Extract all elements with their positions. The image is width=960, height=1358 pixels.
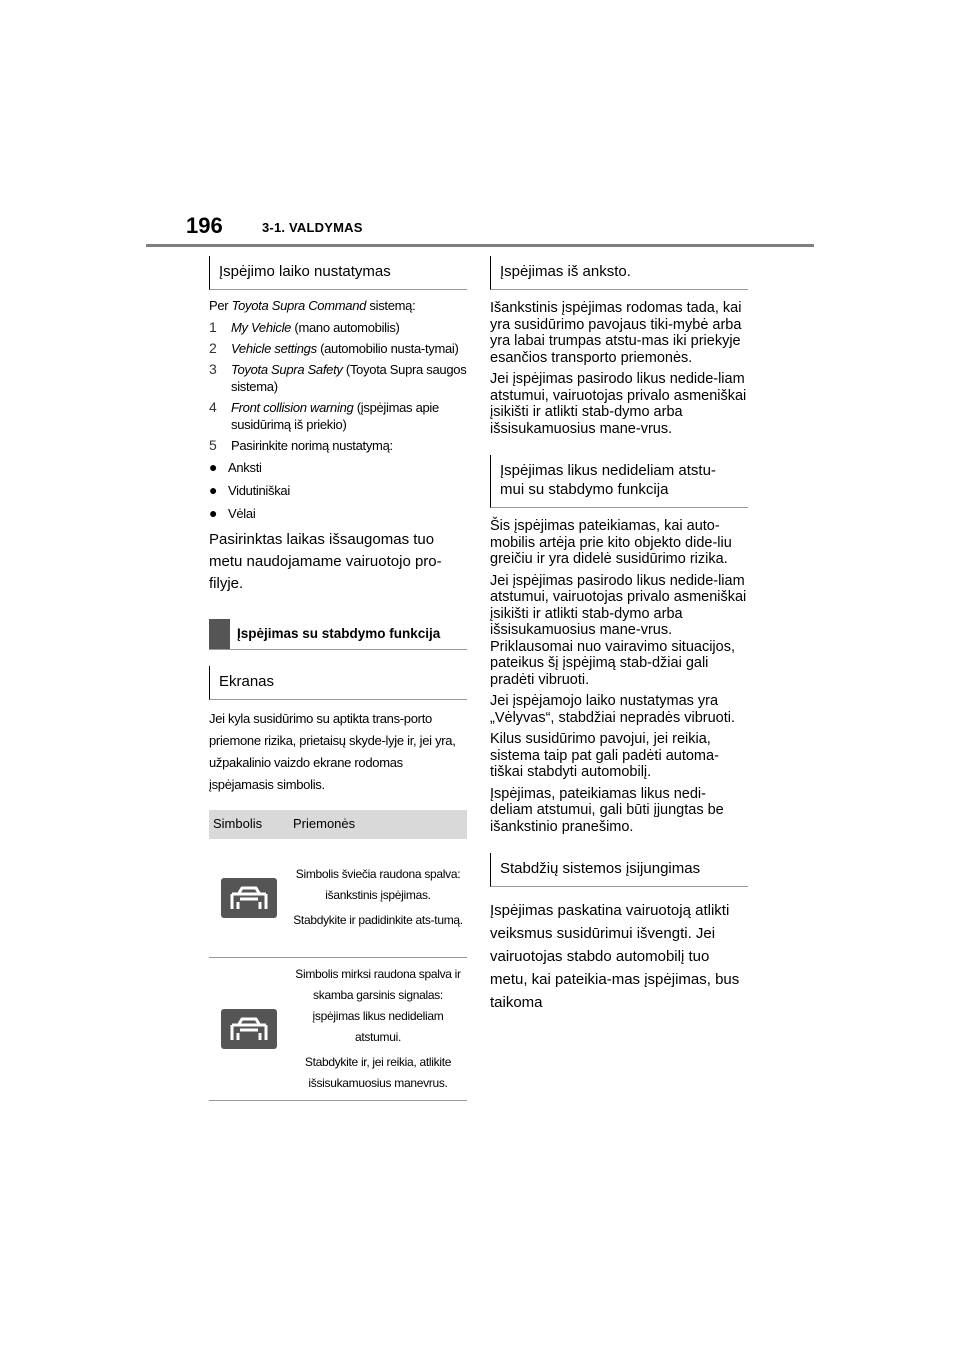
- late-setting-text: Jei įspėjamojo laiko nustatymas yra „Vėlyvas“, stabdžiai nepradės vibruoti.: [490, 693, 736, 726]
- step-2: 2 Vehicle settings (automobilio nusta-tymai): [209, 340, 459, 356]
- row-description: Simbolis šviečia raudona spalva: išankstinis įspėjimas.: [295, 867, 461, 903]
- left-column: [209, 256, 467, 1101]
- right-column: [490, 256, 748, 1014]
- step-3: 3 Toyota Supra Safety (Toyota Supra saugos sistema): [209, 361, 467, 394]
- header-divider: [146, 244, 814, 247]
- short-distance-text-2: Jei įspėjimas pasirodo likus nedide-liam atstumui, vairuotojas privalo asmeniškai įsikišti ir atlikti stab-dymo arba išsisukamuosius mane-vrus. Priklausomai nuo vairavimo situacijos, pateikus šį įspėjimą stab-džiai gali pradėti vibruoti.: [490, 572, 747, 688]
- early-warning-text: Išankstinis įspėjimas rodomas tada, kai yra susidūrimo pavojaus tiki-mybė arba yra labai trumpas atstu-mas iki priekyje esančios transporto priemonės.: [490, 300, 742, 366]
- table-header: [209, 810, 467, 839]
- chapter-title: 3-1. VALDYMAS: [262, 220, 363, 235]
- row-action: Stabdykite ir padidinkite ats-tumą.: [293, 913, 463, 928]
- header-measures: Priemonės: [289, 810, 467, 839]
- row-action: Stabdykite ir, jei reikia, atlikite išsisukamuosius manevrus.: [304, 1054, 452, 1090]
- section-heading-brake-activation: Stabdžių sistemos įsijungimas: [490, 853, 748, 887]
- saved-profile-text: Pasirinktas laikas išsaugomas tuo metu naudojamame vairuotojo pro-filyje.: [209, 531, 442, 592]
- collision-warning-icon: [221, 1009, 277, 1049]
- step-4: 4 Front collision warning (įspėjimas apie susidūrimą iš priekio): [209, 399, 439, 432]
- table-row: [209, 839, 467, 957]
- short-distance-text: Šis įspėjimas pateikiamas, kai auto-mobilis artėja prie kito objekto dide-liu greičiu ir yra didelė susidūrimo rizika.: [490, 518, 732, 567]
- step-5: 5 Pasirinkite norimą nustatymą:: [209, 437, 393, 453]
- heading-bar: [209, 619, 230, 649]
- step-1: 1 My Vehicle (mano automobilis): [209, 319, 400, 335]
- auto-braking-text: Kilus susidūrimo pavojui, jei reikia, sistema taip pat gali padėti automa-tiškai stabdyti automobilį.: [490, 731, 719, 780]
- intro-text: Per Toyota Supra Command sistemą:: [209, 298, 416, 313]
- header-symbol: Simbolis: [209, 810, 289, 839]
- early-warning-text-2: Jei įspėjimas pasirodo likus nedide-liam atstumui, vairuotojas privalo asmeniškai įsikišti ir atlikti stab-dymo arba išsisukamuosius mane-vrus.: [490, 371, 747, 437]
- row-description: Simbolis mirksi raudona spalva ir skamba garsinis signalas: įspėjimas likus nedideliam atstumui.: [295, 966, 461, 1044]
- table-row: [209, 957, 467, 1100]
- option-early: ● Anksti: [209, 459, 262, 475]
- collision-warning-icon: [221, 878, 277, 918]
- option-medium: ● Vidutiniškai: [209, 482, 290, 498]
- section-heading-braking-warning: Įspėjimas su stabdymo funkcija: [209, 619, 467, 650]
- brake-activation-text: Įspėjimas paskatina vairuotoją atlikti veiksmus susidūrimui išvengti. Jei vairuotojas stabdo automobilį tuo metu, kai pateikia-mas įspėjimas, bus taikoma: [490, 902, 740, 1011]
- page-number: 196: [186, 213, 223, 238]
- section-heading-short-distance-warning: Įspėjimas likus nedideliam atstu-mui su stabdymo funkcija: [490, 455, 748, 508]
- no-prewarning-text: Įspėjimas, pateikiamas likus nedi-deliam atstumui, gali būti įjungtas be išankstinio pranešimo.: [490, 785, 724, 835]
- symbol-table: [209, 810, 467, 1101]
- display-text: Jei kyla susidūrimo su aptikta trans-porto priemone rizika, prietaisų skyde-lyje ir, jei yra, užpakalinio vaizdo ekrane rodomas įspėjamasis simbolis.: [209, 711, 456, 792]
- section-heading-early-warning: Įspėjimas iš anksto.: [490, 256, 748, 290]
- option-late: ● Vėlai: [209, 505, 256, 521]
- section-heading-display: Ekranas: [209, 666, 467, 700]
- section-heading-warning-time: Įspėjimo laiko nustatymas: [209, 256, 467, 290]
